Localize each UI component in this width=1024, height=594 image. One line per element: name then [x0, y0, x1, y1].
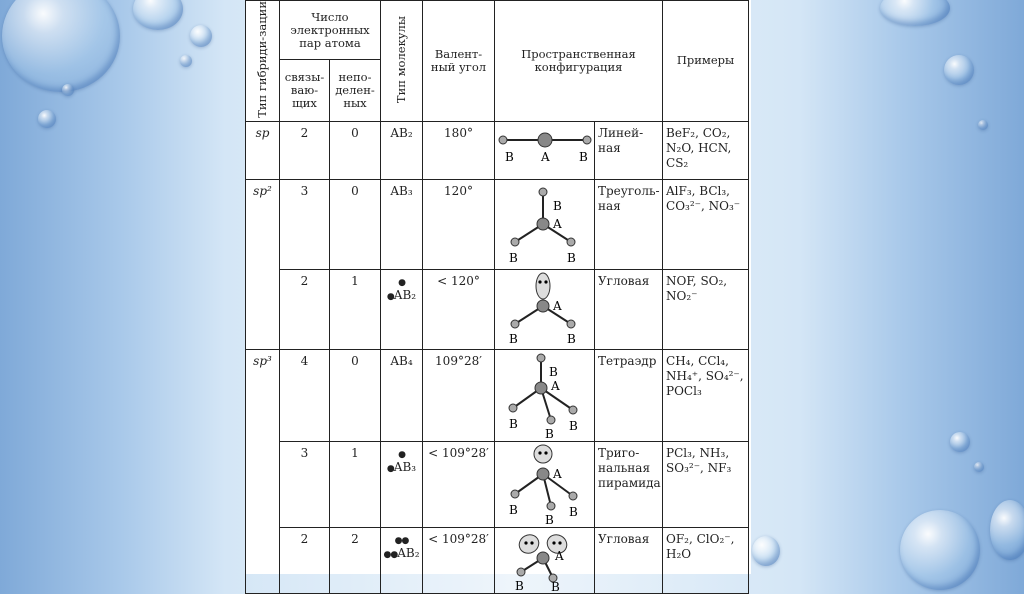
hyb-cell: sp³ [246, 349, 280, 441]
molecule-type-cell: ●● ●●AB₂ [381, 527, 423, 593]
angle-cell: < 109°28′ [423, 527, 495, 593]
svg-text:B: B [515, 578, 524, 592]
geometry-cell [495, 121, 595, 179]
lone-cell: 0 [330, 121, 381, 179]
examples-cell: PCl₃, NH₃, SO₃²⁻, NF₃ [663, 441, 749, 527]
svg-text:A: A [553, 466, 562, 481]
angular-geometry-diagram [495, 270, 595, 348]
shape-cell: Угловая [595, 269, 663, 349]
header-nonbonding: непо-делен-ных [330, 60, 381, 122]
water-drop-decoration [950, 432, 970, 452]
geometry-cell [495, 527, 595, 593]
header-hyb-type: Тип гибриди-зации [246, 1, 280, 122]
water-drop-decoration [180, 55, 192, 67]
water-drop-decoration [190, 25, 212, 47]
hyb-cell [246, 269, 280, 349]
geometry-cell [495, 349, 595, 441]
geometry-cell [495, 269, 595, 349]
svg-text:B: B [553, 198, 562, 213]
bonding-cell: 4 [280, 349, 330, 441]
svg-text:B: B [509, 250, 518, 265]
molecule-type-cell: AB₄ [381, 349, 423, 441]
pyramidal-geometry-diagram [495, 442, 595, 526]
svg-text:A: A [555, 548, 564, 563]
bonding-cell: 2 [280, 269, 330, 349]
shape-cell: Тетраэдр [595, 349, 663, 441]
header-examples: Примеры [663, 1, 749, 122]
hybridization-table [245, 0, 749, 594]
bonding-cell: 3 [280, 179, 330, 269]
table-row [246, 121, 749, 179]
water-drop-decoration [62, 84, 74, 96]
lone-cell: 0 [330, 349, 381, 441]
hybridization-table-sheet [245, 0, 751, 592]
header-bonding: связы-ваю-щих [280, 60, 330, 122]
water-drop-decoration [974, 462, 984, 472]
lone-cell: 1 [330, 269, 381, 349]
examples-cell: OF₂, ClO₂⁻, H₂O [663, 527, 749, 593]
bonding-cell: 3 [280, 441, 330, 527]
water-drop-decoration [2, 0, 120, 92]
geometry-cell [495, 441, 595, 527]
water-drop-decoration [752, 536, 780, 566]
molecule-type-cell: ● ●AB₃ [381, 441, 423, 527]
svg-text:B: B [567, 331, 576, 346]
bonding-cell: 2 [280, 121, 330, 179]
svg-text:B: B [509, 331, 518, 346]
ligand-label: B [579, 149, 588, 164]
header-molecule-type: Тип молекулы [381, 1, 423, 122]
header-pairs-count: Число электронных пар атома [280, 1, 381, 60]
geometry-cell [495, 179, 595, 269]
examples-cell: CH₄, CCl₄, NH₄⁺, SO₄²⁻, POCl₃ [663, 349, 749, 441]
molecule-type-cell: AB₃ [381, 179, 423, 269]
shape-cell: Линей-ная [595, 121, 663, 179]
header-configuration: Пространственная конфигурация [495, 1, 663, 122]
water-drop-decoration [880, 0, 950, 26]
svg-text:A: A [553, 216, 562, 231]
bonding-cell: 2 [280, 527, 330, 593]
hyb-cell [246, 527, 280, 593]
svg-text:A: A [553, 298, 562, 313]
water-drop-decoration [990, 500, 1024, 560]
svg-text:B: B [545, 426, 554, 440]
hyb-cell: sp² [246, 179, 280, 269]
tetrahedral-geometry-diagram [495, 350, 595, 440]
shape-cell: Триго-нальная пирамида [595, 441, 663, 527]
shape-cell: Угловая [595, 527, 663, 593]
shape-cell: Треуголь-ная [595, 179, 663, 269]
angle-cell: < 109°28′ [423, 441, 495, 527]
svg-text:B: B [545, 512, 554, 526]
ligand-label: B [505, 149, 514, 164]
svg-text:B: B [549, 364, 558, 379]
svg-text:B: B [509, 416, 518, 431]
angular-tetrahedral-geometry-diagram [495, 528, 595, 592]
header-valence-angle: Валент-ный угол [423, 1, 495, 122]
table-row [246, 269, 749, 349]
svg-text:B: B [569, 504, 578, 519]
svg-text:B: B [569, 418, 578, 433]
linear-geometry-diagram [495, 122, 595, 178]
table-row [246, 349, 749, 441]
water-drop-decoration [133, 0, 183, 30]
lone-cell: 1 [330, 441, 381, 527]
water-drop-decoration [978, 120, 988, 130]
svg-text:B: B [551, 579, 560, 592]
angle-cell: < 120° [423, 269, 495, 349]
lone-pair-dots: ●● ●● [383, 535, 409, 560]
angle-cell: 180° [423, 121, 495, 179]
trigonal-geometry-diagram [495, 180, 595, 268]
lone-cell: 2 [330, 527, 381, 593]
table-row [246, 179, 749, 269]
lone-pair-dots: ● ● [386, 449, 405, 474]
table-row [246, 441, 749, 527]
hyb-cell: sp [246, 121, 280, 179]
hyb-cell [246, 441, 280, 527]
examples-cell: NOF, SO₂, NO₂⁻ [663, 269, 749, 349]
water-drop-decoration [944, 55, 974, 85]
center-label: A [541, 149, 550, 164]
svg-text:B: B [567, 250, 576, 265]
molecule-type-cell: AB₂ [381, 121, 423, 179]
svg-text:A: A [551, 378, 560, 393]
lone-pair-dots: ● ● [386, 277, 405, 302]
svg-text:B: B [509, 502, 518, 517]
angle-cell: 109°28′ [423, 349, 495, 441]
angle-cell: 120° [423, 179, 495, 269]
examples-cell: AlF₃, BCl₃, CO₃²⁻, NO₃⁻ [663, 179, 749, 269]
water-drop-decoration [900, 510, 980, 590]
lone-cell: 0 [330, 179, 381, 269]
molecule-type-cell: ● ●AB₂ [381, 269, 423, 349]
table-row [246, 527, 749, 593]
water-drop-decoration [38, 110, 56, 128]
examples-cell: BeF₂, CO₂, N₂O, HCN, CS₂ [663, 121, 749, 179]
